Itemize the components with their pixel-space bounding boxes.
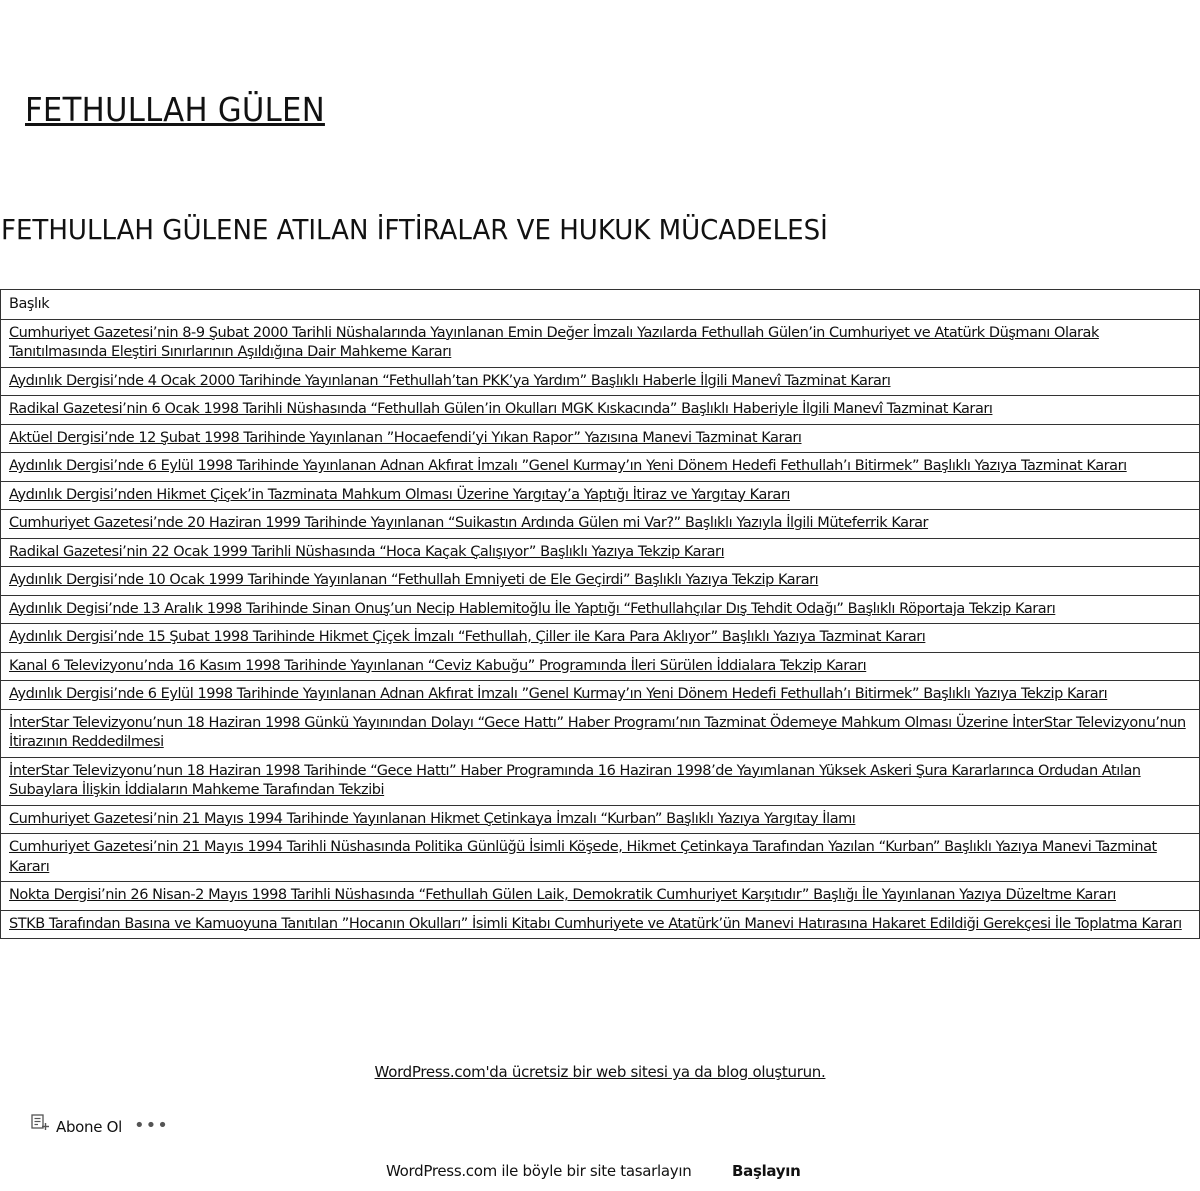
get-started-link[interactable]: Başlayın <box>732 1162 801 1180</box>
decision-link[interactable]: Aktüel Dergisi’nde 12 Şubat 1998 Tarihinde Yayınlanan ”Hocaefendi’yi Yıkan Rapor” Yazısına Manevi Tazminat Kararı <box>9 429 802 446</box>
table-row <box>1 538 1200 567</box>
more-actions-button[interactable]: ••• <box>134 1114 169 1136</box>
decision-link[interactable]: STKB Tarafından Basına ve Kamuoyuna Tanıtılan ”Hocanın Okulları” İsimli Kitabı Cumhuriyete ve Atatürk’ün Manevi Hatırasına Hakaret Edildiği Gerekçesi İle Toplatma Kararı <box>9 915 1182 932</box>
footer-credit-link[interactable]: WordPress.com'da ücretsiz bir web sitesi ya da blog oluşturun. <box>374 1063 826 1081</box>
decision-link[interactable]: Aydınlık Dergisi’nde 10 Ocak 1999 Tarihinde Yayınlanan “Fethullah Emniyeti de Ele Geçirdi” Başlıklı Yazıya Tekzip Kararı <box>9 572 819 588</box>
table-cell <box>1 453 1200 482</box>
decision-link[interactable]: Radikal Gazetesi’nin 22 Ocak 1999 Tarihli Nüshasında “Hoca Kaçak Çalışıyor” Başlıklı Yazıya Tekzip Kararı <box>9 543 725 560</box>
table-cell <box>1 538 1200 567</box>
table-cell <box>1 757 1200 805</box>
footer-credit <box>0 1062 1200 1082</box>
decision-link[interactable]: Aydınlık Dergisi’nde 6 Eylül 1998 Tarihinde Yayınlanan Adnan Akfırat İmzalı ”Genel Kurmay’ın Yeni Dönem Hedefi Fethullah’ı Bitirmek” Başlıklı Yazıya Tazminat Kararı <box>9 458 1127 474</box>
follow-button[interactable] <box>30 1117 122 1137</box>
table-cell <box>1 319 1200 367</box>
table-row <box>1 882 1200 911</box>
table-header-row <box>1 290 1200 320</box>
table-row <box>1 510 1200 539</box>
decision-link[interactable]: Cumhuriyet Gazetesi’nin 21 Mayıs 1994 Tarihli Nüshasında Politika Günlüğü İsimli Köşede, Hikmet Çetinkaya Tarafından Yazılan “Kurban” Başlıklı Yazıya Manevi Tazminat Kararı <box>9 839 1157 875</box>
table-cell <box>1 834 1200 882</box>
signup-text: WordPress.com ile böyle bir site tasarlayın <box>386 1162 692 1180</box>
decision-link[interactable]: Aydınlık Degisi’nde 13 Aralık 1998 Tarihinde Sinan Onuş’un Necip Hablemitoğlu İle Yaptığı “Fethullahçılar Dış Tehdit Odağı” Başlıklı Röportaja Tekzip Kararı <box>9 600 1056 617</box>
table-row <box>1 396 1200 425</box>
table-cell <box>1 652 1200 681</box>
table-row <box>1 681 1200 710</box>
table-cell <box>1 510 1200 539</box>
table-row <box>1 567 1200 596</box>
decision-link[interactable]: Aydınlık Dergisi’nden Hikmet Çiçek’in Tazminata Mahkum Olması Üzerine Yargıtay’a Yaptığı İtiraz ve Yargıtay Kararı <box>9 486 790 503</box>
table-row <box>1 834 1200 882</box>
table-row <box>1 624 1200 653</box>
table-cell <box>1 396 1200 425</box>
table-row <box>1 652 1200 681</box>
table-cell <box>1 624 1200 653</box>
table-row <box>1 805 1200 834</box>
decision-link[interactable]: Cumhuriyet Gazetesi’nin 8-9 Şubat 2000 Tarihli Nüshalarında Yayınlanan Emin Değer İmzalı Yazılarda Fethullah Gülen’in Cumhuriyet ve Atatürk Düşmanı Olarak Tanıtılmasında Eleştiri Sınırlarının Aşıldığına Dair Mahkeme Kararı <box>9 324 1099 360</box>
table-cell <box>1 681 1200 710</box>
decision-link[interactable]: İnterStar Televizyonu’nun 18 Haziran 1998 Günkü Yayınından Dolayı “Gece Hattı” Haber Programı’nın Tazminat Ödemeye Mahkum Olması Üzerine İnterStar Televizyonu’nun İtirazının Reddedilmesi <box>9 714 1186 750</box>
table-cell <box>1 595 1200 624</box>
signup-bar <box>0 1162 1200 1186</box>
table-header-cell: Başlık <box>1 290 1200 320</box>
decision-link[interactable]: Aydınlık Dergisi’nde 15 Şubat 1998 Tarihinde Hikmet Çiçek İmzalı “Fethullah, Çiller ile Kara Para Aklıyor” Başlıklı Yazıya Tazminat Kararı <box>9 629 926 645</box>
decision-link[interactable]: Cumhuriyet Gazetesi’nde 20 Haziran 1999 Tarihinde Yayınlanan “Suikastın Ardında Gülen mi Var?” Başlıklı Yazıyla İlgili Müteferrik Karar <box>9 515 929 531</box>
reader-follow-icon <box>30 1113 50 1133</box>
table-row <box>1 595 1200 624</box>
table-row <box>1 709 1200 757</box>
decision-link[interactable]: Nokta Dergisi’nin 26 Nisan-2 Mayıs 1998 Tarihli Nüshasında “Fethullah Gülen Laik, Demokratik Cumhuriyet Karşıtıdır” Başlığı İle Yayınlanan Yazıya Düzeltme Kararı <box>9 887 1116 903</box>
decision-link[interactable]: Aydınlık Dergisi’nde 6 Eylül 1998 Tarihinde Yayınlanan Adnan Akfırat İmzalı ”Genel Kurmay’ın Yeni Dönem Hedefi Fethullah’ı Bitirmek” Başlıklı Yazıya Tekzip Kararı <box>9 686 1108 702</box>
table-cell <box>1 481 1200 510</box>
table-row <box>1 757 1200 805</box>
table-cell <box>1 367 1200 396</box>
table-cell <box>1 709 1200 757</box>
table-row <box>1 453 1200 482</box>
table-row <box>1 367 1200 396</box>
table-cell <box>1 567 1200 596</box>
decision-link[interactable]: Radikal Gazetesi’nin 6 Ocak 1998 Tarihli Nüshasında “Fethullah Gülen’in Okulları MGK Kıskacında” Başlıklı Haberiyle İlgili Manevî Tazminat Kararı <box>9 401 993 417</box>
decision-link[interactable]: Aydınlık Dergisi’nde 4 Ocak 2000 Tarihinde Yayınlanan “Fethullah’tan PKK’ya Yardım” Başlıklı Haberle İlgili Manevî Tazminat Kararı <box>9 372 891 389</box>
table-row <box>1 481 1200 510</box>
table-cell <box>1 805 1200 834</box>
table-cell <box>1 424 1200 453</box>
table-row <box>1 424 1200 453</box>
site-title-link[interactable]: FETHULLAH GÜLEN <box>25 90 325 129</box>
table-cell <box>1 910 1200 939</box>
decisions-table <box>0 289 1200 939</box>
table-row <box>1 910 1200 939</box>
decision-link[interactable]: İnterStar Televizyonu’nun 18 Haziran 1998 Tarihinde “Gece Hattı” Haber Programında 16 Haziran 1998’de Yayımlanan Yüksek Askeri Şura Kararlarınca Ordudan Atılan Subaylara İlişkin İddiaların Mahkeme Tarafından Tekzibi <box>9 762 1141 798</box>
decision-link[interactable]: Cumhuriyet Gazetesi’nin 21 Mayıs 1994 Tarihinde Yayınlanan Hikmet Çetinkaya İmzalı “Kurban” Başlıklı Yazıya Yargıtay İlamı <box>9 810 856 827</box>
action-bar <box>30 1112 169 1142</box>
table-cell <box>1 882 1200 911</box>
decision-link[interactable]: Kanal 6 Televizyonu’nda 16 Kasım 1998 Tarihinde Yayınlanan “Ceviz Kabuğu” Programında İleri Sürülen İddialara Tekzip Kararı <box>9 657 867 674</box>
site-title <box>25 90 325 130</box>
page-title: FETHULLAH GÜLENE ATILAN İFTİRALAR VE HUKUK MÜCADELESİ <box>1 213 828 246</box>
follow-label: Abone Ol <box>56 1118 123 1136</box>
table-row <box>1 319 1200 367</box>
